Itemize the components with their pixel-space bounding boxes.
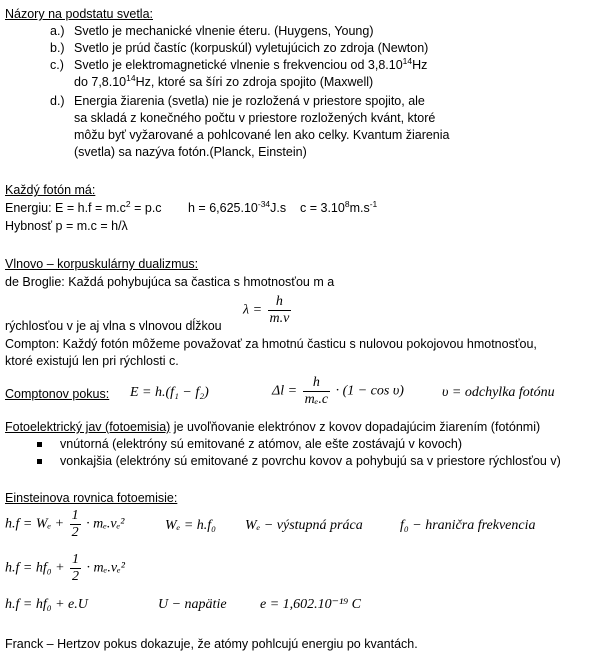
planck-constant: $h = 6,625.10^{-34}J.s$ xyxy=(188,198,287,215)
item-b-marker: b.) xyxy=(50,41,65,55)
einstein-we: Wₑ = h.f₀ xyxy=(165,518,217,533)
einstein-eq3: h.f = hf₀ + e.U xyxy=(5,597,88,612)
compton-eq1: E = h.(f₁ − f₂) xyxy=(130,385,209,400)
heading-duality: Vlnovo – korpuskulárny dualizmus: xyxy=(5,257,199,271)
item-d-marker: d.) xyxy=(50,94,65,108)
speed-of-light: $c = 3.10^8m.s^{-1}$ xyxy=(300,198,378,215)
heading-einstein: Einsteinova rovnica fotoemisie: xyxy=(5,491,178,505)
photoelectric-line: Fotoelektrický jav (fotoemisia) je uvoľňovanie elektrónov z kovov dopadajúcim žiarením (fotónmi) xyxy=(5,420,541,434)
item-c-marker: c.) xyxy=(50,58,64,72)
franck-hertz-line: Franck – Hertzov pokus dokazuje, že atómy pohlcujú energiu po kvantách. xyxy=(5,637,418,651)
item-b-text: Svetlo je prúd častíc (korpuskúl) vyletujúcich zo zdroja (Newton) xyxy=(74,41,429,55)
einstein-freq-desc: f₀ − hraničra frekvencia xyxy=(400,518,536,533)
item-a-text: Svetlo je mechanické vlnenie éteru. (Huygens, Young) xyxy=(74,24,374,38)
item-d-line3: môžu byť vyžarované a pohlcované len ako celky. Kvantum žiarenia xyxy=(74,128,450,142)
item-a-marker: a.) xyxy=(50,24,65,38)
item-c-line1: Svetlo je elektromagnetické vlnenie s frekvenciou od 3,8.10$^{14}$Hz xyxy=(74,55,428,72)
einstein-eq1: h.f = Wₑ + $\frac{1}{2}$ · mₑ.vₑ² xyxy=(5,508,125,540)
item-d-line4: (svetla) sa nazýva fotón.(Planck, Einstein) xyxy=(74,145,307,159)
momentum-line: Hybnosť p = m.c = h/λ xyxy=(5,219,128,233)
item-c-line2: do 7,8.10$^{14}$Hz, ktoré sa šíri zo zdroja spojito (Maxwell) xyxy=(74,72,374,89)
compton-eq3: υ = odchylka fotónu xyxy=(442,385,555,400)
heading-compton: Comptonov pokus: xyxy=(5,387,110,401)
bullet-internal: vnútorná (elektróny sú emitované z atómov, ale ešte zostávajú v kovoch) xyxy=(60,437,463,451)
item-d-line2: sa skladá z konečného počtu v priestore rozložených kvánt, ktoré xyxy=(74,111,436,125)
lambda-formula: λ = $\frac{h}{m.v}$ xyxy=(243,294,290,326)
heading-light-views: Názory na podstatu svetla: xyxy=(5,7,153,21)
compton-line1: Compton: Každý fotón môžeme považovať za hmotnú časticu s nulovou pokojovou hmotnosťou, xyxy=(5,337,537,351)
einstein-eq2: h.f = hf₀ + $\frac{1}{2}$ · mₑ.vₑ² xyxy=(5,552,125,584)
einstein-work-desc: Wₑ − výstupná práca xyxy=(245,518,363,533)
compton-line2: ktoré existujú len pri rýchlosti c. xyxy=(5,354,179,368)
bullet-external: vonkajšia (elektróny sú emitované z povrchu kovov a pohybujú sa v priestore rýchlosťou v) xyxy=(60,454,561,468)
einstein-voltage: U − napätie xyxy=(158,597,227,612)
debroglie-line1: de Broglie: Každá pohybujúca sa častica s hmotnosťou m a xyxy=(5,275,335,289)
compton-eq2: Δl = $\frac{h}{\text{mₑ.c}}$ · (1 − cos υ) xyxy=(272,375,404,407)
bullet-icon xyxy=(37,442,42,447)
electron-charge: e = 1,602.10⁻¹⁹ C xyxy=(260,597,361,612)
debroglie-line2: rýchlosťou v je aj vlna s vlnovou dĺžkou xyxy=(5,319,222,333)
bullet-icon xyxy=(37,459,42,464)
item-d-line1: Energia žiarenia (svetla) nie je rozložená v priestore spojito, ale xyxy=(74,94,425,108)
energy-line: Energiu: $E = h.f = m.c^2 = p.c$ xyxy=(5,198,162,215)
heading-photon: Každý fotón má: xyxy=(5,183,96,197)
